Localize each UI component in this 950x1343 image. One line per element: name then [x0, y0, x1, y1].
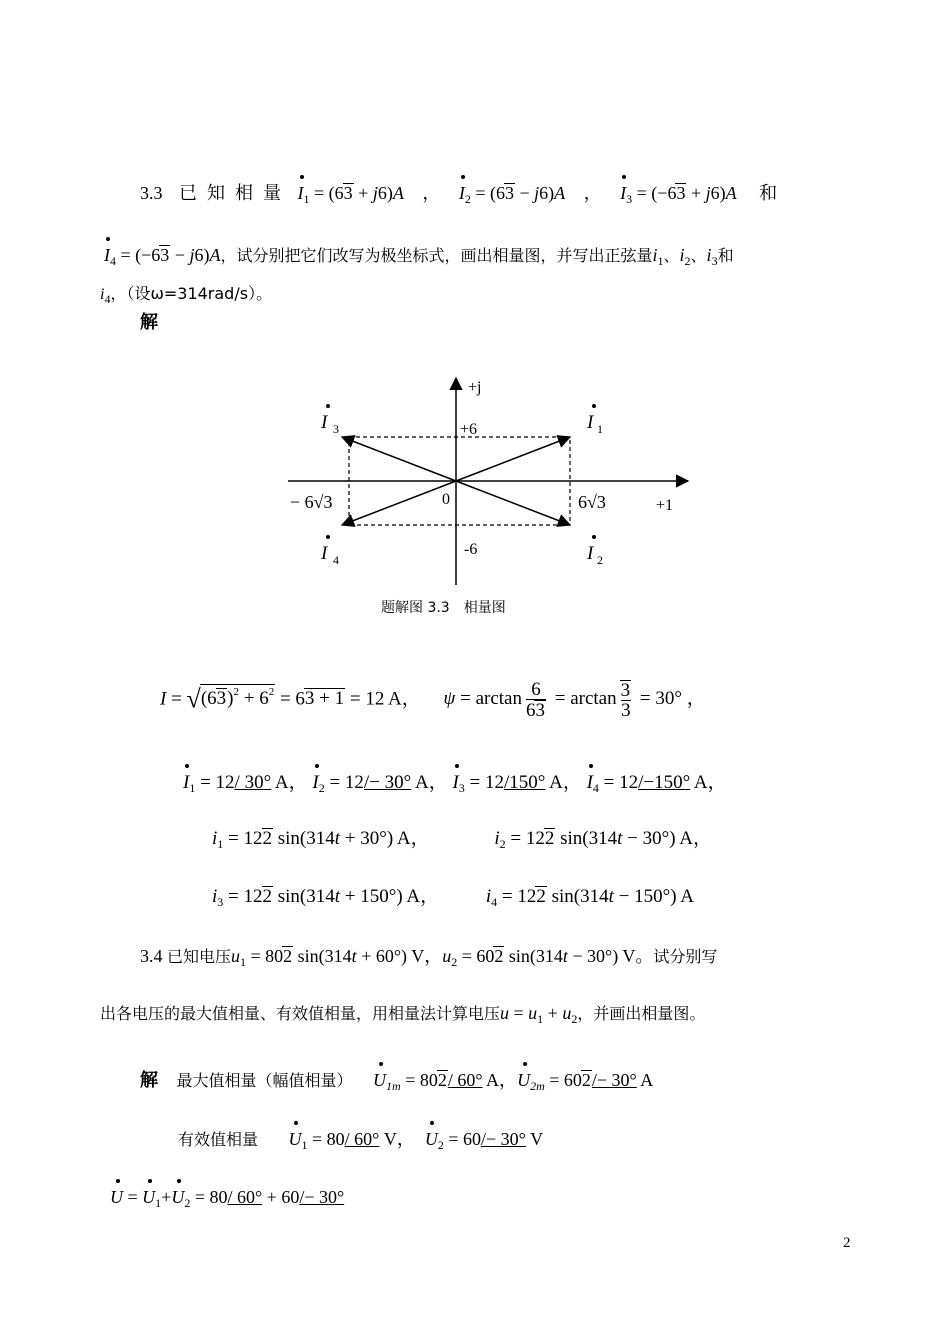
sinusoid-line-1: $i_1 = 122$ sin(314t + 30°) A， $i_2 = 122$ sin(314t − 30°) A，	[212, 828, 712, 851]
phasor-i2-def: $I_2 = (63 - j6)A$	[458, 183, 566, 206]
problem-3-4-intro: 已知电压	[167, 947, 232, 966]
label-i1	[586, 404, 603, 436]
polar-line: $I_1 = 12/$ 30° A， $I_2 = 12/- 30^\circ$ A， $I_3 = 12/150^\circ$ A， $I_4 = 12/-150^\circ$ A，	[183, 772, 727, 795]
problem-3-4-line2-end: ，并画出相量图。	[577, 1004, 706, 1023]
problem-3-4-line2-text: 出各电压的最大值相量、有效值相量，用相量法计算电压	[100, 1004, 501, 1023]
problem-number: 3.3	[140, 183, 163, 203]
vector-i3	[342, 437, 456, 481]
phasor-i3-def: $I_3 = (-63 + j6)A$	[620, 183, 737, 206]
sum-line: $U = U_1+U_2 = 80/$ 60° + 60/− 30°	[110, 1187, 345, 1210]
problem-3-3-line-2: $I_4 = (-63 - j6)A$，试分别把它们改写为极坐标式，画出相量图，并写出正弦量$i_1$、$i_2$、$i_3$和	[104, 245, 734, 268]
origin-label: 0	[442, 491, 450, 508]
page-number: 2	[843, 1235, 851, 1251]
svg-text:4: 4	[333, 553, 339, 567]
tick-pos-real: 6√3	[578, 492, 606, 512]
svg-text:2: 2	[597, 553, 603, 567]
phasor-i4-def: $I_4 = (-63 - j6)A$	[104, 245, 221, 268]
real-axis-label: +1	[656, 497, 674, 514]
angle: 30°	[655, 688, 682, 710]
problem-3-3-line-1: 3.3 已知相量 $I_1 = (63 + j6)A$ ， $I_2 = (63 - j6)A$ ， $I_3 = (-63 + j6)A$ 和	[140, 183, 778, 206]
line3-text: ，（设ω=314rad/s）。	[110, 284, 273, 303]
label-i3	[320, 404, 339, 436]
problem-3-4-solution-label: 解	[140, 1070, 158, 1091]
imag-axis-label: +j	[468, 379, 482, 396]
max-phasor-line: 解 最大值相量（幅值相量） $U_{1m} = 802/$ 60° A，$U_{2m} = 602/- 30^\circ$ A	[140, 1070, 654, 1093]
svg-text:1: 1	[597, 422, 603, 436]
svg-text:3: 3	[333, 422, 339, 436]
label-i4	[320, 535, 339, 567]
phasor-diagram	[0, 370, 950, 630]
problem-3-4-number: 3.4	[140, 946, 163, 966]
rms-label: 有效值相量	[178, 1130, 259, 1149]
magnitude-angle-line: $I = √(63)^2 + 6^2 = 63 + 1 = 12$ A， ψ = arctan $\frac{6}{63}$ = arctan $\frac{3}{3}$ = 30° ，	[160, 679, 706, 721]
tick-pos-imag: +6	[460, 421, 478, 438]
tick-neg-real: − 6√3	[290, 492, 333, 512]
max-label: 最大值相量（幅值相量）	[176, 1071, 353, 1090]
problem-3-4-line-2: 出各电压的最大值相量、有效值相量，用相量法计算电压$u = u_1 + u_2$，并画出相量图。	[100, 1003, 706, 1026]
problem-3-3-line-3: $i_4$，（设ω=314rad/s）。	[100, 284, 273, 306]
vector-i1	[456, 437, 570, 481]
line2-text: ，试分别把它们改写为极坐标式，画出相量图，并写出正弦量	[220, 246, 653, 265]
problem-3-4-line-1: 3.4 已知电压$u_1 = 802$ sin(314t + 60°) V，$u_2 = 602$ sin(314t − 30°) V。试分别写	[140, 946, 718, 969]
label-i2	[586, 535, 603, 567]
phasor-i1-def: $I_1 = (63 + j6)A$	[297, 183, 404, 206]
problem-3-4-after: 试分别写	[653, 947, 718, 966]
tick-neg-imag: -6	[464, 541, 478, 558]
sinusoid-line-2: $i_3 = 122$ sin(314t + 150°) A， $i_4 = 122$ sin(314t − 150°) A	[212, 886, 694, 909]
vector-i4	[342, 481, 456, 525]
svg-text:I: I	[321, 412, 328, 433]
figure-caption: 题解图 3.3 相量图	[381, 600, 506, 616]
rms-phasor-line: 有效值相量 $U_1 = 80/$ 60° V， $U_2 = 60/- 30^\circ$ V	[178, 1129, 544, 1152]
svg-text:I: I	[321, 543, 328, 564]
magnitude: 12	[365, 688, 385, 710]
svg-text:I: I	[587, 543, 594, 564]
solution-label: 解	[140, 312, 158, 333]
vector-i2	[456, 481, 570, 525]
intro-text: 已知相量	[179, 183, 291, 204]
svg-text:I: I	[587, 412, 594, 433]
and-text: 和	[759, 183, 778, 204]
